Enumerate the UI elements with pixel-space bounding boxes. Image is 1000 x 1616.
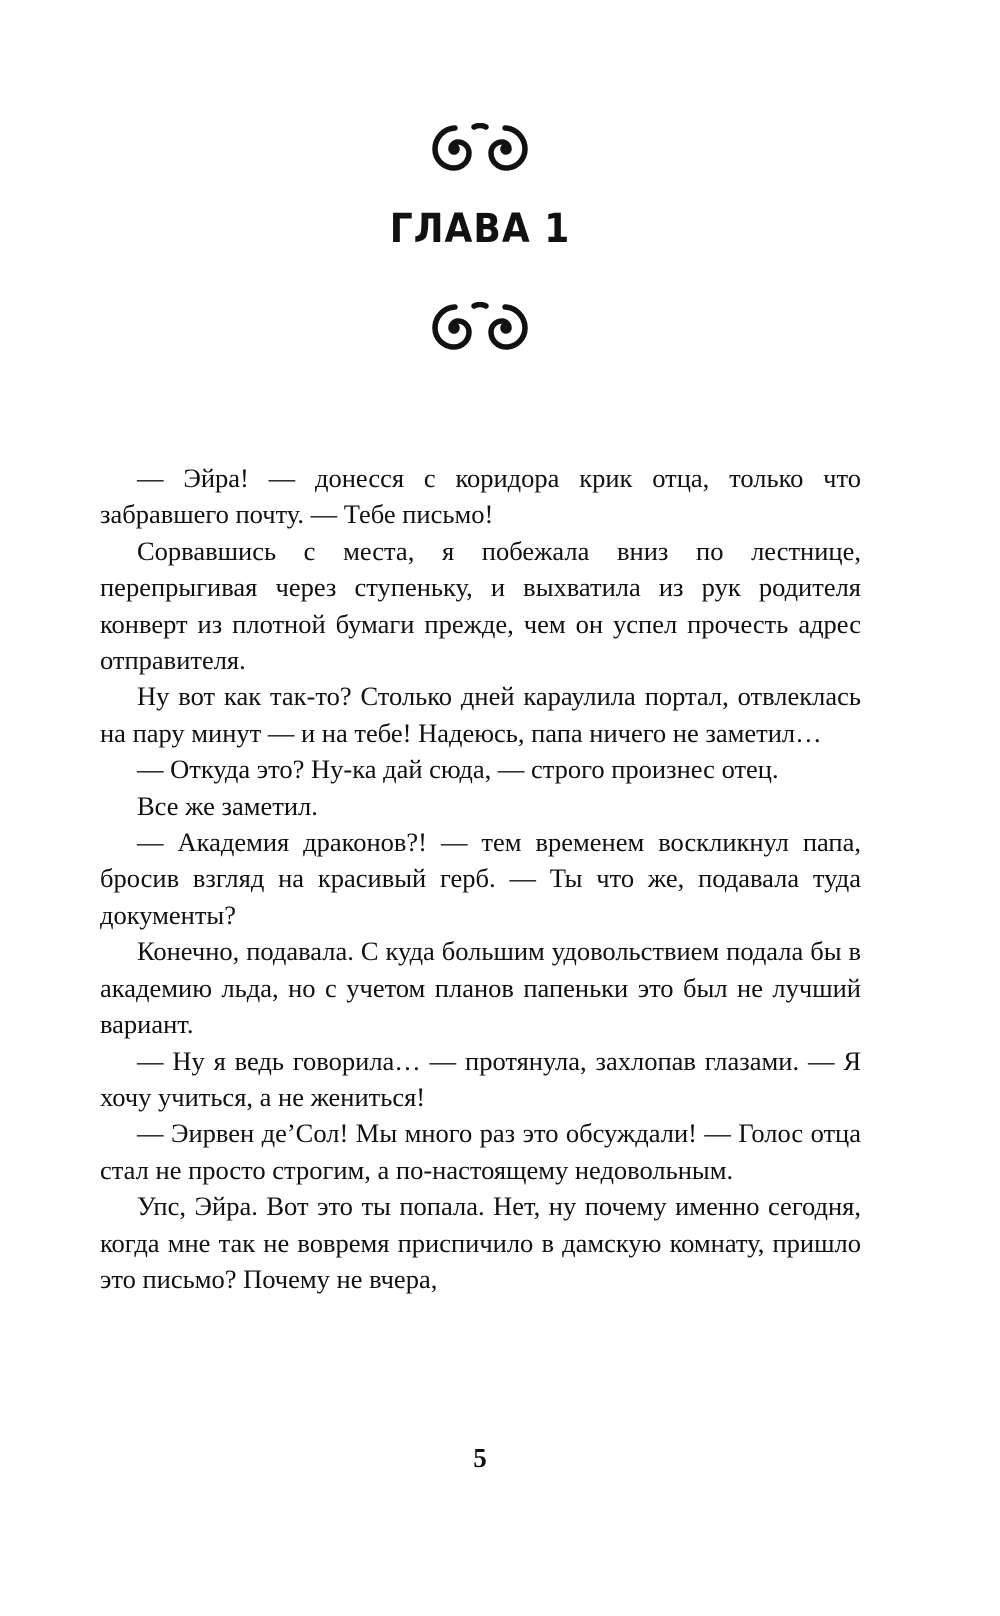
paragraph: — Эирвен де’Сол! Мы много раз это обсуждали! — Голос отца стал не просто строгим, а по-настоящему недовольным.: [100, 1118, 861, 1185]
page-number: 5: [473, 1443, 487, 1473]
paragraph: — Ну я ведь говорила… — протянула, захлопав глазами. — Я хочу учиться, а не жениться!: [100, 1045, 861, 1112]
chapter-title: ГЛАВА 1: [389, 206, 571, 252]
paragraph: Все же заметил.: [137, 790, 318, 821]
paragraph: — Академия драконов?! — тем временем воскликнул папа, бросив взгляд на красивый герб. — Ты что же, подавала туда документы?: [100, 827, 861, 930]
paragraph: Ну вот как так-то? Столько дней караулила портал, отвлеклась на пару минут — и на тебе! Надеюсь, папа ничего не заметил…: [100, 681, 861, 748]
paragraph: Конечно, подавала. С куда большим удовольствием подала бы в академию льда, но с учетом планов папеньки это был не лучший вариант.: [100, 936, 861, 1040]
paragraph: — Эйра! — донесся с коридора крик отца, только что забравшего почту. — Тебе письмо!: [100, 463, 861, 530]
chapter-text: [100, 460, 861, 1297]
paragraph: — Откуда это? Ну-ка дай сюда, — строго произнес отец.: [137, 754, 779, 785]
paragraph: Упс, Эйра. Вот это ты попала. Нет, ну почему именно сегодня, когда мне так не вовремя приспичило в дамскую комнату, пришло это письмо? Почему не вчера,: [100, 1191, 861, 1294]
double-spiral-icon: [428, 302, 532, 354]
double-spiral-icon: [428, 123, 532, 175]
paragraph: Сорвавшись с места, я побежала вниз по лестнице, перепрыгивая через ступеньку, и выхватила из рук родителя конверт из плотной бумаги прежде, чем он успел прочесть адрес отправителя.: [100, 535, 861, 676]
